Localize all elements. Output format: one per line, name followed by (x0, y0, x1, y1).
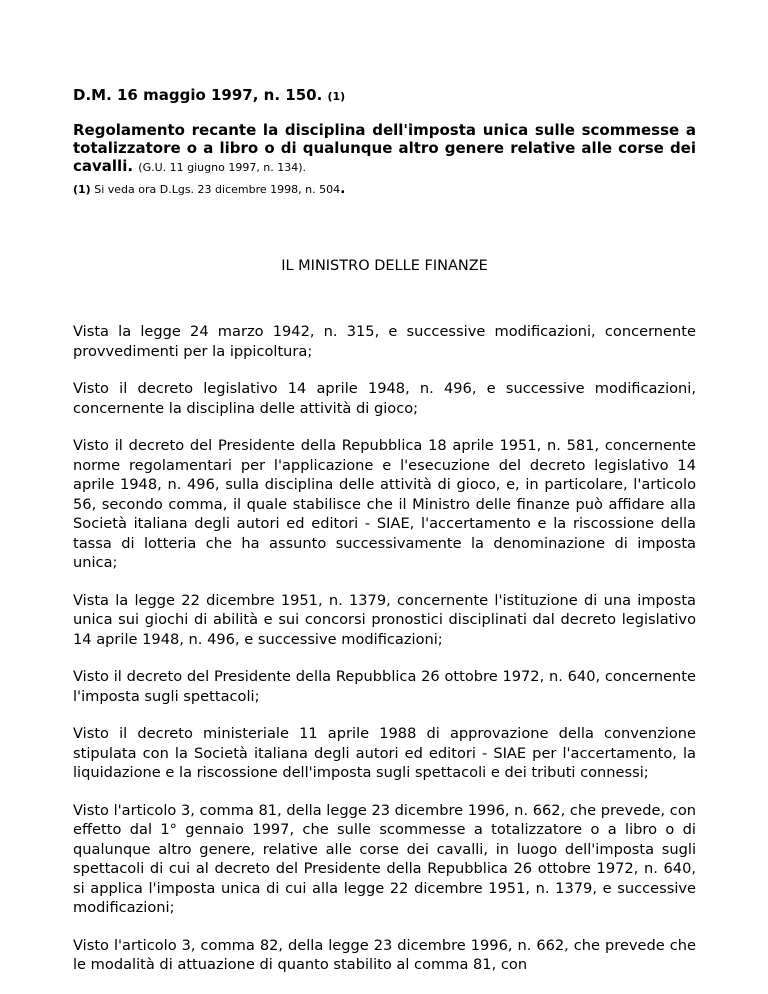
footnote (73, 181, 345, 198)
footnote-text: Si veda ora D.Lgs. 23 dicembre 1998, n. 504 (94, 183, 341, 196)
recitals-section (73, 322, 696, 993)
decree-heading (73, 85, 345, 107)
regulation-title (73, 121, 696, 177)
recital-paragraph: Visto l'articolo 3, comma 81, della legge 23 dicembre 1996, n. 662, che prevede, con effetto dal 1° gennaio 1997, che sulle scommesse a totalizzatore o a libro o di qualunque altro genere, relative alle corse dei cavalli, in luogo dell'imposta sugli spettacoli di cui al decreto del Presidente della Repubblica 26 ottobre 1972, n. 640, si applica l'imposta unica di cui alla legge 22 dicembre 1951, n. 1379, e successive modificazioni; (73, 801, 696, 916)
footnote-reference: (1) (327, 90, 346, 103)
footnote-number: (1) (73, 183, 91, 196)
recital-paragraph: Visto il decreto del Presidente della Repubblica 18 aprile 1951, n. 581, concernente norme regolamentari per l'applicazione e l'esecuzione del decreto legislativo 14 aprile 1948, n. 496, sulla disciplina delle attività di gioco, e, in particolare, l'articolo 56, secondo comma, il quale stabilisce che il Ministro delle finanze può affidare alla Società italiana degli autori ed editori - SIAE, l'accertamento e la riscossione della tassa di lotteria che ha assunto successivamente la denominazione di imposta unica; (73, 437, 696, 571)
decree-reference: D.M. 16 maggio 1997, n. 150. (73, 86, 323, 104)
minister-heading: IL MINISTRO DELLE FINANZE (281, 258, 488, 274)
recital-paragraph: Visto il decreto legislativo 14 aprile 1948, n. 496, e successive modificazioni, concernente la disciplina delle attività di gioco; (73, 380, 696, 417)
recital-paragraph: Visto l'articolo 3, comma 82, della legge 23 dicembre 1996, n. 662, che prevede che le modalità di attuazione di quanto stabilito al comma 81, con (73, 936, 696, 973)
recital-paragraph: Visto il decreto ministeriale 11 aprile 1988 di approvazione della convenzione stipulata con la Società italiana degli autori ed editori - SIAE per l'accertamento, la liquidazione e la riscossione dell'imposta sugli spettacoli e dei tributi connessi; (73, 725, 696, 781)
footnote-period: . (340, 181, 346, 197)
recital-paragraph: Visto il decreto del Presidente della Repubblica 26 ottobre 1972, n. 640, concernente l'imposta sugli spettacoli; (73, 668, 696, 705)
recital-paragraph: Vista la legge 24 marzo 1942, n. 315, e successive modificazioni, concernente provvedimenti per la ippicoltura; (73, 323, 696, 360)
regulation-title-text: Regolamento recante la disciplina dell'imposta unica sulle scommesse a totalizzatore o a libro o di qualunque altro genere relative alle corse dei cavalli. (73, 121, 696, 175)
gazette-citation: (G.U. 11 giugno 1997, n. 134). (138, 161, 307, 174)
recital-paragraph: Vista la legge 22 dicembre 1951, n. 1379, concernente l'istituzione di una imposta unica sui giochi di abilità e sui concorsi pronostici disciplinati dal decreto legislativo 14 aprile 1948, n. 496, e successive modificazioni; (73, 591, 696, 648)
